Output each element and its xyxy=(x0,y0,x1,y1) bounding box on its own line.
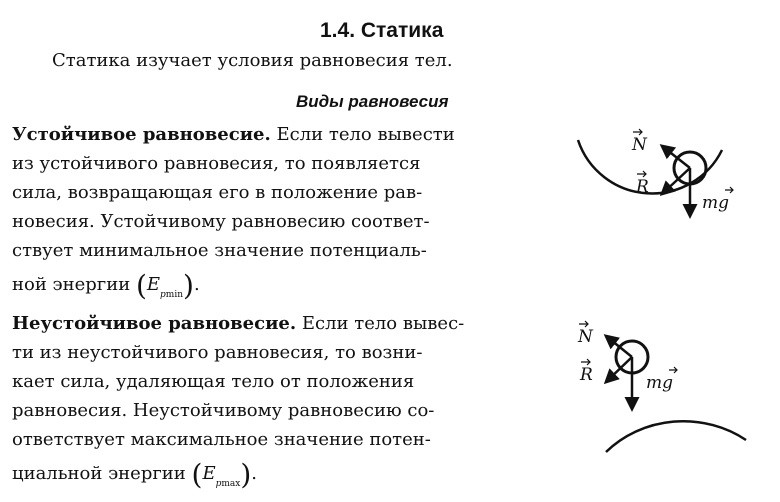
reaction-force-arrow-top xyxy=(606,357,632,382)
stable-line-1-text: Если тело вывести xyxy=(270,124,455,145)
normal-force-arrow-top xyxy=(606,336,632,357)
stable-line-6 xyxy=(12,269,200,302)
energy-max-formula: $(E_{pmax})$ xyxy=(191,458,252,491)
energy-sub-p: p xyxy=(160,290,166,300)
intro-text: Статика изучает условия равновесия тел. xyxy=(52,50,453,71)
subheading: Виды равновесия xyxy=(296,92,449,111)
unstable-equilibrium-diagram xyxy=(570,312,770,462)
energy-sub-min: min xyxy=(165,290,184,300)
unstable-line-4: равновесия. Неустойчивому равновесию со- xyxy=(12,400,435,421)
unstable-tail: . xyxy=(251,463,257,484)
unstable-line-5: ответствует максимальное значение потен- xyxy=(12,429,431,450)
label-R: R xyxy=(636,177,649,197)
energy-sub-p-max: p xyxy=(215,479,222,489)
label-R-top: R xyxy=(580,365,593,385)
stable-line-3: сила, возвращающая его в положение рав- xyxy=(12,182,423,203)
unstable-term: Неустойчивое равновесие. xyxy=(12,313,297,334)
stable-line-4: новесия. Устойчивому равновесию соответ- xyxy=(12,211,430,232)
label-N-top: N xyxy=(578,327,593,347)
bowl-surface xyxy=(578,140,722,193)
unstable-line-6 xyxy=(12,458,257,491)
unstable-last-prefix: циальной энергии xyxy=(12,463,192,484)
unstable-line-1 xyxy=(12,313,464,334)
energy-min-formula: $(E_{pmin})$ xyxy=(135,269,194,302)
stable-term: Устойчивое равновесие. xyxy=(12,124,271,145)
stable-line-2: из устойчивого равновесия, то появляется xyxy=(12,153,421,174)
energy-sub-max: max xyxy=(221,479,241,489)
label-mg: mg xyxy=(702,193,730,213)
label-mg-top: mg xyxy=(646,373,674,393)
energy-symbol-max: E xyxy=(202,463,216,484)
stable-line-1 xyxy=(12,124,455,145)
section-title: 1.4. Статика xyxy=(320,19,444,42)
stable-line-5: ствует минимальное значение потенциаль- xyxy=(12,240,427,261)
hill-surface xyxy=(606,421,746,452)
energy-symbol: E xyxy=(146,274,161,295)
unstable-line-3: кает сила, удаляющая тело от положения xyxy=(12,371,415,392)
normal-force-arrow xyxy=(662,146,690,168)
stable-tail: . xyxy=(193,274,200,295)
stable-last-prefix: ной энергии xyxy=(12,274,136,295)
stable-equilibrium-diagram xyxy=(570,118,770,248)
label-N: N xyxy=(632,135,647,155)
unstable-line-2: ти из неустойчивого равновесия, то возни- xyxy=(12,342,423,363)
unstable-line-1-text: Если тело вывес- xyxy=(296,313,465,334)
